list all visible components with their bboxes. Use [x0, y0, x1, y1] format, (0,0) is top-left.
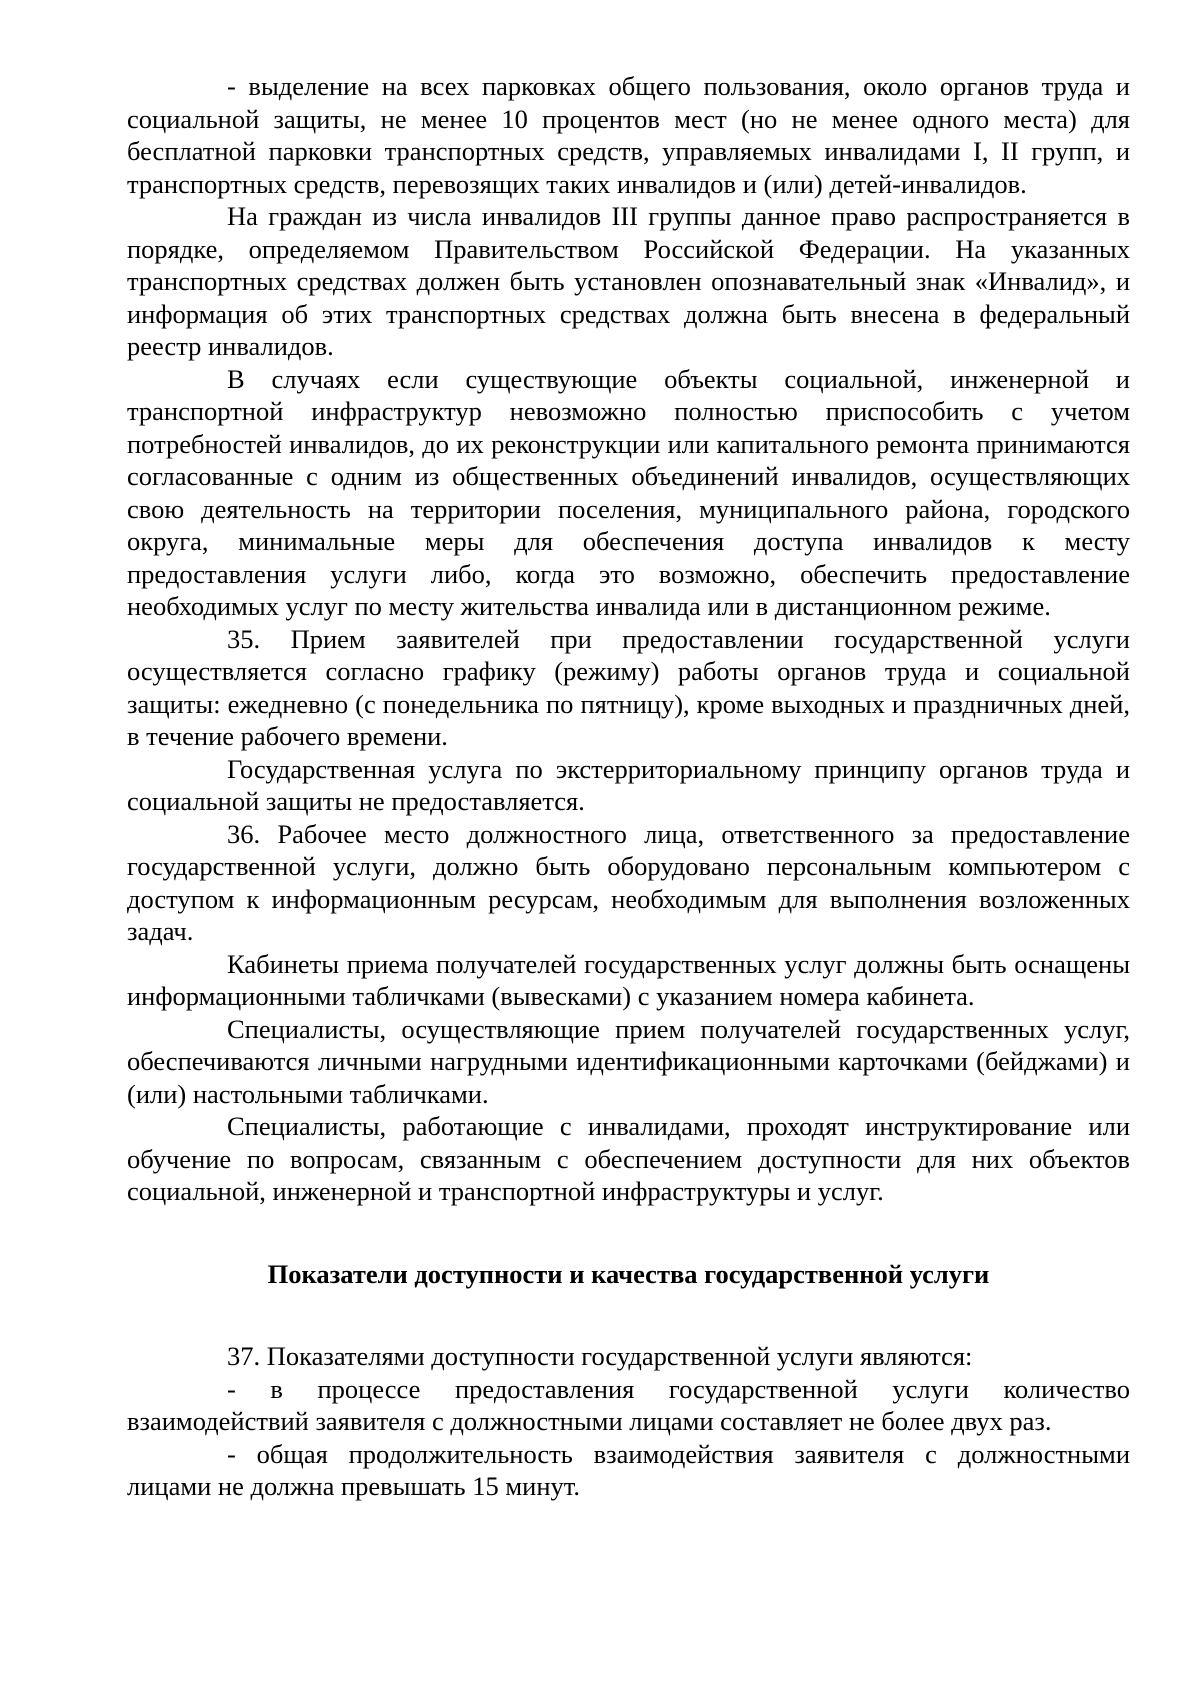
paragraph-badges: Специалисты, осуществляющие прием получателей государственных услуг, обеспечиваются личными нагрудными идентификационными карточками (бейджами) и (или) настольными табличками. [127, 1013, 1130, 1109]
paragraph-cabinets: Кабинеты приема получателей государственных услуг должны быть оснащены информационными табличками (вывесками) с указанием номера кабинета. [127, 948, 1130, 1011]
paragraph-35: 35. Прием заявителей при предоставлении государственной услуги осуществляется согласно графику (режиму) работы органов труда и социальной защиты: ежедневно (с понедельника по пятницу), кроме выходных и праздничных дней, в течение рабочего времени. [127, 623, 1130, 751]
document-page [127, 70, 1130, 1503]
paragraph-extraterritorial: Государственная услуга по экстерриториальному принципу органов труда и социальной защиты не предоставляется. [127, 753, 1130, 816]
paragraph-36: 36. Рабочее место должностного лица, ответственного за предоставление государственной услуги, должно быть оборудовано персональным компьютером с доступом к информационным ресурсам, необходимым для выполнения возложенных задач. [127, 818, 1130, 946]
paragraph-37: 37. Показателями доступности государственной услуги являются: [227, 1341, 973, 1371]
paragraph-training: Специалисты, работающие с инвалидами, проходят инструктирование или обучение по вопросам, связанным с обеспечением доступности для них объектов социальной, инженерной и транспортной инфраструктуры и услуг. [127, 1111, 1130, 1206]
paragraph-interactions-duration: - общая продолжительность взаимодействия заявителя с должностными лицами не должна превышать 15 минут. [127, 1438, 1130, 1501]
paragraph-parking: - выделение на всех парковках общего пользования, около органов труда и социальной защиты, не менее 10 процентов мест (но не менее одного места) для бесплатной парковки транспортных средств, управляемых инвалидами I, II групп, и транспортных средств, перевозящих таких инвалидов и (или) детей-инвалидов. [127, 71, 1130, 199]
paragraph-group-iii: На граждан из числа инвалидов III группы данное право распространяется в порядке, определяемом Правительством Российской Федерации. На указанных транспортных средствах должен быть установлен опознавательный знак «Инвалид», и информация об этих транспортных средствах должна быть внесена в федеральный реестр инвалидов. [127, 201, 1130, 361]
paragraph-infrastructure: В случаях если существующие объекты социальной, инженерной и транспортной инфраструктур невозможно полностью приспособить с учетом потребностей инвалидов, до их реконструкции или капитального ремонта принимаются согласованные с одним из общественных объединений инвалидов, осуществляющих свою деятельность на территории поселения, муниципального района, городского округа, минимальные меры для обеспечения доступа инвалидов к месту предоставления услуги либо, когда это возможно, обеспечить предоставление необходимых услуг по месту жительства инвалида или в дистанционном режиме. [127, 363, 1130, 621]
paragraph-interactions-count: - в процессе предоставления государственной услуги количество взаимодействий заявителя с должностными лицами составляет не более двух раз. [127, 1373, 1130, 1436]
section-heading: Показатели доступности и качества государственной услуги [267, 1258, 990, 1289]
